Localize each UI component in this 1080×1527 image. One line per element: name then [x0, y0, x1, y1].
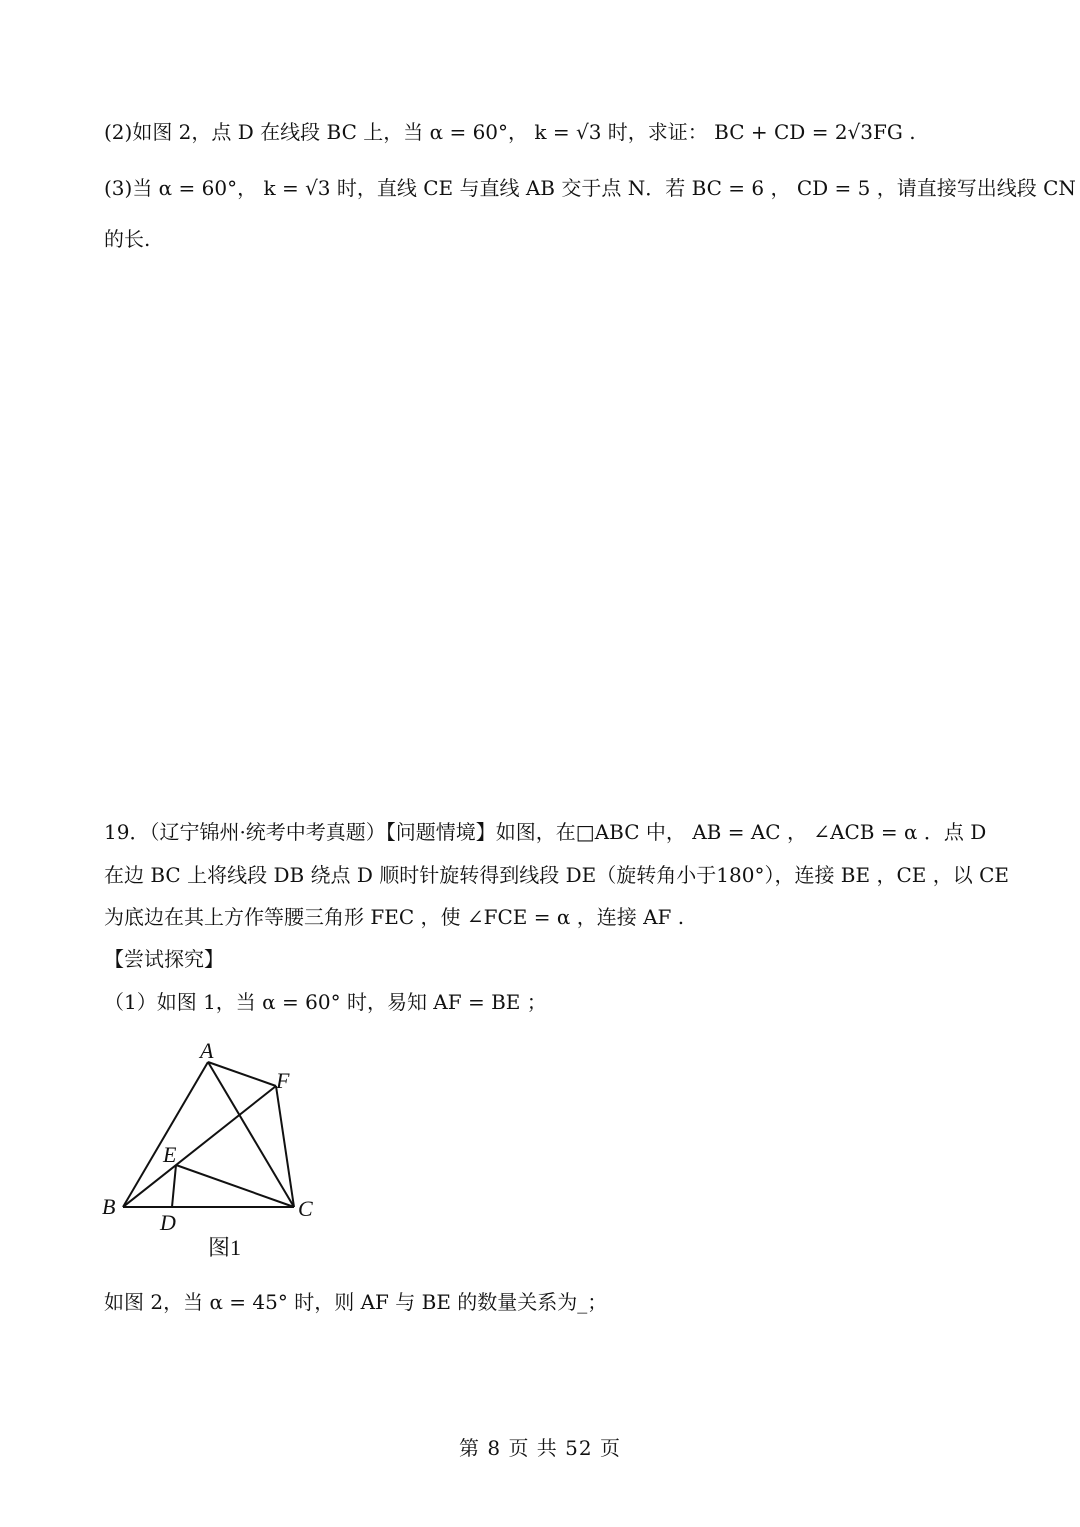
label-B: B	[102, 1194, 116, 1219]
label-A: A	[200, 1038, 214, 1063]
try1-text: （1）如图 1，当 α = 60° 时，易知 AF = BE ；	[104, 990, 547, 1014]
page-footer: 第 8 页 共 52 页	[459, 1436, 621, 1460]
segment-FC	[276, 1086, 294, 1207]
section-heading-try-explore: 【尝试探究】	[104, 947, 224, 971]
label-D: D	[160, 1210, 176, 1235]
question19-text-line1: 19．（辽宁锦州·统考中考真题）【问题情境】如图，在□ABC 中， AB = AC ， ∠ACB = α ．点 D	[104, 820, 987, 844]
geometry-figure-1	[96, 1030, 346, 1270]
label-F: F	[276, 1068, 290, 1093]
question19-text-line2: 在边 BC 上将线段 DB 绕点 D 顺时针旋转得到线段 DE（旋转角小于180°），连接 BE ，CE ，以 CE	[104, 863, 1009, 887]
segment-EC	[176, 1165, 294, 1207]
part3-text-line2: 的长.	[104, 227, 151, 251]
segment-AB	[123, 1062, 208, 1207]
figure1-caption: 图1	[208, 1235, 242, 1260]
segment-AF	[208, 1062, 276, 1086]
question19-text-line3: 为底边在其上方作等腰三角形 FEC ，使 ∠FCE = α ，连接 AF .	[104, 905, 685, 929]
try2-text: 如图 2，当 α = 45° 时，则 AF 与 BE 的数量关系为_；	[104, 1290, 608, 1314]
part3-text-line1: (3)当 α = 60°， k = √3 时，直线 CE 与直线 AB 交于点 N．若 BC = 6 ， CD = 5 ，请直接写出线段 CN	[104, 176, 1076, 200]
label-C: C	[298, 1196, 313, 1221]
figure1-svg	[96, 1030, 346, 1270]
label-E: E	[163, 1142, 177, 1167]
segment-DE	[172, 1165, 176, 1207]
part2-text: (2)如图 2，点 D 在线段 BC 上，当 α = 60°， k = √3 时，求证： BC + CD = 2√3FG .	[104, 120, 916, 144]
segment-BF	[123, 1086, 276, 1207]
